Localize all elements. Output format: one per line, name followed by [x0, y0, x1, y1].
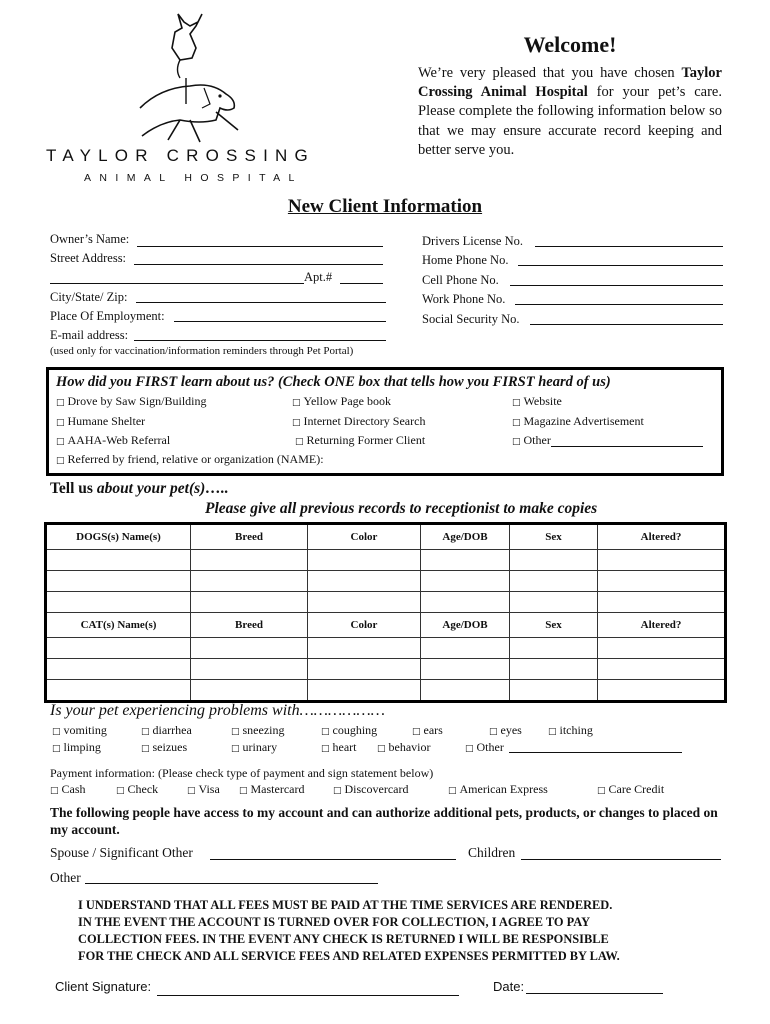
- owner-name-field[interactable]: [137, 246, 383, 247]
- social-security-field[interactable]: [530, 324, 723, 325]
- referral-question: How did you FIRST learn about us? (Check ONE box that tells how you FIRST heard of us): [56, 374, 611, 390]
- email-field[interactable]: [134, 340, 386, 341]
- table-cell[interactable]: [510, 659, 598, 680]
- problem-limping[interactable]: [52, 740, 101, 755]
- payment-discovercard[interactable]: [333, 782, 408, 797]
- pets-heading: [50, 480, 229, 498]
- table-cell[interactable]: [46, 550, 191, 571]
- payment-visa[interactable]: [187, 782, 220, 797]
- table-cell[interactable]: [421, 571, 510, 592]
- checkbox-icon: □: [412, 727, 421, 737]
- street-address-line2-field[interactable]: [50, 283, 304, 284]
- city-state-zip-field[interactable]: [136, 302, 386, 303]
- table-cell[interactable]: [510, 550, 598, 571]
- table-cell[interactable]: [191, 638, 308, 659]
- problem-coughing[interactable]: [321, 723, 377, 738]
- legal-line-4: FOR THE CHECK AND ALL SERVICE FEES AND RELATED EXPENSES PERMITTED BY LAW.: [78, 949, 620, 963]
- legal-line-1: I UNDERSTAND THAT ALL FEES MUST BE PAID AT THE TIME SERVICES ARE RENDERED.: [78, 898, 613, 912]
- records-note: Please give all previous records to receptionist to make copies: [205, 500, 598, 517]
- client-signature-label: Client Signature:: [55, 979, 152, 994]
- problem-itching[interactable]: [548, 723, 593, 738]
- problem-urinary[interactable]: [231, 740, 277, 755]
- problem-label: seizues: [152, 740, 188, 754]
- checkbox-icon: □: [56, 398, 65, 408]
- table-cell[interactable]: [191, 680, 308, 702]
- brand-name: TAYLOR CROSSING: [46, 146, 315, 165]
- referral-option-other[interactable]: [512, 433, 551, 448]
- table-cell[interactable]: [191, 550, 308, 571]
- problems-question: Is your pet experiencing problems with………………: [50, 702, 385, 719]
- checkbox-icon: □: [52, 727, 61, 737]
- dogs-name-header: DOGS(s) Name(s): [46, 524, 191, 550]
- checkbox-icon: □: [116, 786, 125, 796]
- table-cell[interactable]: [510, 680, 598, 702]
- dogs-sex-header: Sex: [510, 524, 598, 550]
- date-field[interactable]: [526, 993, 663, 994]
- referral-option-humane-shelter[interactable]: [56, 414, 145, 429]
- table-cell[interactable]: [421, 638, 510, 659]
- table-row: [46, 680, 726, 702]
- problem-diarrhea[interactable]: [141, 723, 192, 738]
- work-phone-label: Work Phone No.: [422, 292, 506, 306]
- cats-sex-header: Sex: [510, 613, 598, 638]
- table-cell[interactable]: [598, 592, 726, 613]
- cats-header-row: [46, 613, 726, 638]
- work-phone-field[interactable]: [515, 304, 723, 305]
- street-address-label: Street Address:: [50, 251, 127, 265]
- problem-other[interactable]: [465, 740, 504, 755]
- apt-field[interactable]: [340, 283, 383, 284]
- payment-option-label: American Express: [459, 782, 548, 796]
- email-note: (used only for vaccination/information reminders through Pet Portal): [50, 345, 354, 357]
- checkbox-icon: □: [512, 398, 521, 408]
- payment-option-label: Discovercard: [344, 782, 409, 796]
- checkbox-icon: □: [333, 786, 342, 796]
- checkbox-icon: □: [448, 786, 457, 796]
- payment-option-label: Visa: [198, 782, 220, 796]
- table-cell[interactable]: [46, 680, 191, 702]
- referral-other-field[interactable]: [551, 446, 703, 447]
- table-cell[interactable]: [308, 638, 421, 659]
- checkbox-icon: □: [56, 437, 65, 447]
- problem-label: heart: [332, 740, 357, 754]
- cats-breed-header: Breed: [191, 613, 308, 638]
- checkbox-icon: □: [231, 727, 240, 737]
- spouse-label: Spouse / Significant Other: [50, 845, 193, 860]
- problem-behavior[interactable]: [377, 740, 431, 755]
- place-of-employment-field[interactable]: [174, 321, 386, 322]
- referral-option-returning[interactable]: [295, 433, 425, 448]
- cell-phone-field[interactable]: [510, 285, 723, 286]
- home-phone-field[interactable]: [518, 265, 723, 266]
- table-cell[interactable]: [598, 638, 726, 659]
- drivers-license-field[interactable]: [535, 246, 723, 247]
- problem-label: itching: [559, 723, 593, 737]
- table-cell[interactable]: [191, 659, 308, 680]
- problem-label: eyes: [500, 723, 522, 737]
- table-cell[interactable]: [421, 680, 510, 702]
- city-state-zip-label: City/State/ Zip:: [50, 290, 128, 304]
- table-row: [46, 638, 726, 659]
- cell-phone-label: Cell Phone No.: [422, 273, 499, 287]
- checkbox-icon: □: [292, 418, 301, 428]
- pets-heading-plain: Tell us: [50, 480, 97, 497]
- children-label: Children: [468, 845, 516, 860]
- access-statement: The following people have access to my account and can authorize additional pets, products, or changes to placed on my account.: [50, 805, 718, 837]
- referral-option-label: Drove by Saw Sign/Building: [67, 394, 207, 408]
- problem-label: Other: [476, 740, 504, 754]
- table-row: [46, 550, 726, 571]
- table-cell[interactable]: [191, 571, 308, 592]
- cats-age-header: Age/DOB: [421, 613, 510, 638]
- cats-color-header: Color: [308, 613, 421, 638]
- problem-ears[interactable]: [412, 723, 443, 738]
- dogs-breed-header: Breed: [191, 524, 308, 550]
- table-row: [46, 659, 726, 680]
- payment-label: Payment information: (Please check type of payment and sign statement below): [50, 766, 434, 780]
- table-cell[interactable]: [510, 592, 598, 613]
- dogs-header-row: [46, 524, 726, 550]
- problem-label: behavior: [388, 740, 431, 754]
- dogs-age-header: Age/DOB: [421, 524, 510, 550]
- other-access-label: Other: [50, 870, 81, 885]
- referral-option-drove-by[interactable]: [56, 394, 207, 409]
- checkbox-icon: □: [295, 437, 304, 447]
- referral-option-internet[interactable]: [292, 414, 425, 429]
- referral-option-label: Website: [523, 394, 562, 408]
- spouse-field[interactable]: [210, 859, 456, 860]
- brand-subtitle: ANIMAL HOSPITAL: [84, 172, 303, 184]
- referral-option-yellow-page[interactable]: [292, 394, 391, 409]
- table-cell[interactable]: [308, 592, 421, 613]
- welcome-text-after: for your pet’s care. Please complete the following information below so that we may ensure accurate record keeping and better serve you.: [418, 84, 722, 158]
- checkbox-icon: □: [56, 418, 65, 428]
- other-access-field[interactable]: [85, 883, 378, 884]
- table-cell[interactable]: [421, 550, 510, 571]
- checkbox-icon: □: [141, 744, 150, 754]
- checkbox-icon: □: [292, 398, 301, 408]
- table-cell[interactable]: [46, 592, 191, 613]
- referral-option-website[interactable]: [512, 394, 562, 409]
- checkbox-icon: □: [377, 744, 386, 754]
- legal-line-2: IN THE EVENT THE ACCOUNT IS TURNED OVER FOR COLLECTION, I AGREE TO PAY: [78, 915, 591, 929]
- checkbox-icon: □: [465, 744, 474, 754]
- payment-cash[interactable]: [50, 782, 86, 797]
- table-cell[interactable]: [308, 550, 421, 571]
- welcome-title: Welcome!: [523, 32, 617, 57]
- owner-name-label: Owner’s Name:: [50, 232, 130, 246]
- checkbox-icon: □: [50, 786, 59, 796]
- problem-heart[interactable]: [321, 740, 357, 755]
- problem-label: urinary: [242, 740, 278, 754]
- table-cell[interactable]: [510, 571, 598, 592]
- payment-option-label: Care Credit: [608, 782, 665, 796]
- apt-label: Apt.#: [304, 270, 333, 284]
- table-cell[interactable]: [308, 659, 421, 680]
- checkbox-icon: □: [52, 744, 61, 754]
- payment-care-credit[interactable]: [597, 782, 664, 797]
- dogs-altered-header: Altered?: [598, 524, 726, 550]
- table-cell[interactable]: [598, 571, 726, 592]
- problem-vomiting[interactable]: [52, 723, 107, 738]
- client-signature-field[interactable]: [157, 995, 459, 996]
- payment-option-label: Check: [127, 782, 159, 796]
- payment-amex[interactable]: [448, 782, 548, 797]
- street-address-field[interactable]: [134, 264, 383, 265]
- table-row: [46, 571, 726, 592]
- date-label: Date:: [493, 979, 525, 994]
- table-cell[interactable]: [598, 550, 726, 571]
- table-cell[interactable]: [308, 680, 421, 702]
- welcome-text-before: We’re very pleased that you have chosen: [418, 65, 682, 81]
- table-cell[interactable]: [191, 592, 308, 613]
- referral-option-label: Humane Shelter: [67, 414, 146, 428]
- table-cell[interactable]: [308, 571, 421, 592]
- referral-option-label: Internet Directory Search: [303, 414, 426, 428]
- home-phone-label: Home Phone No.: [422, 253, 509, 267]
- pets-heading-italic: about your pet(s)…..: [96, 480, 229, 497]
- checkbox-icon: □: [597, 786, 606, 796]
- checkbox-icon: □: [512, 418, 521, 428]
- legal-statement: [78, 897, 718, 965]
- problem-label: ears: [423, 723, 443, 737]
- checkbox-icon: □: [231, 744, 240, 754]
- social-security-label: Social Security No.: [422, 312, 520, 326]
- cats-name-header: CAT(s) Name(s): [46, 613, 191, 638]
- welcome-text: [418, 64, 722, 160]
- problem-label: sneezing: [242, 723, 285, 737]
- checkbox-icon: □: [56, 456, 65, 466]
- checkbox-icon: □: [187, 786, 196, 796]
- referral-option-label: Referred by friend, relative or organization (NAME):: [67, 452, 324, 466]
- referral-option-label: Returning Former Client: [306, 433, 426, 447]
- referral-option-referred[interactable]: [56, 452, 324, 467]
- section-title: New Client Information: [287, 196, 483, 217]
- table-cell[interactable]: [46, 571, 191, 592]
- place-of-employment-label: Place Of Employment:: [50, 309, 165, 323]
- referral-option-label: Other: [523, 433, 551, 447]
- payment-check[interactable]: [116, 782, 158, 797]
- table-cell[interactable]: [598, 659, 726, 680]
- checkbox-icon: □: [321, 744, 330, 754]
- checkbox-icon: □: [141, 727, 150, 737]
- drivers-license-label: Drivers License No.: [422, 234, 524, 248]
- payment-option-label: Mastercard: [250, 782, 305, 796]
- problem-label: diarrhea: [152, 723, 192, 737]
- table-cell[interactable]: [46, 659, 191, 680]
- table-row: [46, 592, 726, 613]
- problem-label: coughing: [332, 723, 378, 737]
- referral-option-label: Yellow Page book: [303, 394, 391, 408]
- checkbox-icon: □: [548, 727, 557, 737]
- table-cell[interactable]: [421, 592, 510, 613]
- cats-altered-header: Altered?: [598, 613, 726, 638]
- table-cell[interactable]: [421, 659, 510, 680]
- payment-option-label: Cash: [61, 782, 86, 796]
- dog-cat-logo-icon: [120, 8, 250, 148]
- checkbox-icon: □: [321, 727, 330, 737]
- table-cell[interactable]: [598, 680, 726, 702]
- table-cell[interactable]: [46, 638, 191, 659]
- table-cell[interactable]: [510, 638, 598, 659]
- referral-option-aaha[interactable]: [56, 433, 170, 448]
- payment-mastercard[interactable]: [239, 782, 305, 797]
- problem-seizues[interactable]: [141, 740, 187, 755]
- referral-option-label: AAHA-Web Referral: [67, 433, 171, 447]
- checkbox-icon: □: [512, 437, 521, 447]
- pets-table: [44, 522, 727, 703]
- problem-label: limping: [63, 740, 101, 754]
- hospital-name: Taylor Crossing Animal Hospital: [418, 65, 722, 101]
- referral-option-magazine[interactable]: [512, 414, 644, 429]
- problem-sneezing[interactable]: [231, 723, 285, 738]
- checkbox-icon: □: [239, 786, 248, 796]
- legal-line-3: COLLECTION FEES. IN THE EVENT ANY CHECK IS RETURNED I WILL BE RESPONSIBLE: [78, 932, 609, 946]
- checkbox-icon: □: [489, 727, 498, 737]
- email-label: E-mail address:: [50, 328, 129, 342]
- dogs-color-header: Color: [308, 524, 421, 550]
- problem-eyes[interactable]: [489, 723, 522, 738]
- problem-label: vomiting: [63, 723, 107, 737]
- referral-option-label: Magazine Advertisement: [523, 414, 644, 428]
- problem-other-field[interactable]: [509, 752, 682, 753]
- children-field[interactable]: [521, 859, 721, 860]
